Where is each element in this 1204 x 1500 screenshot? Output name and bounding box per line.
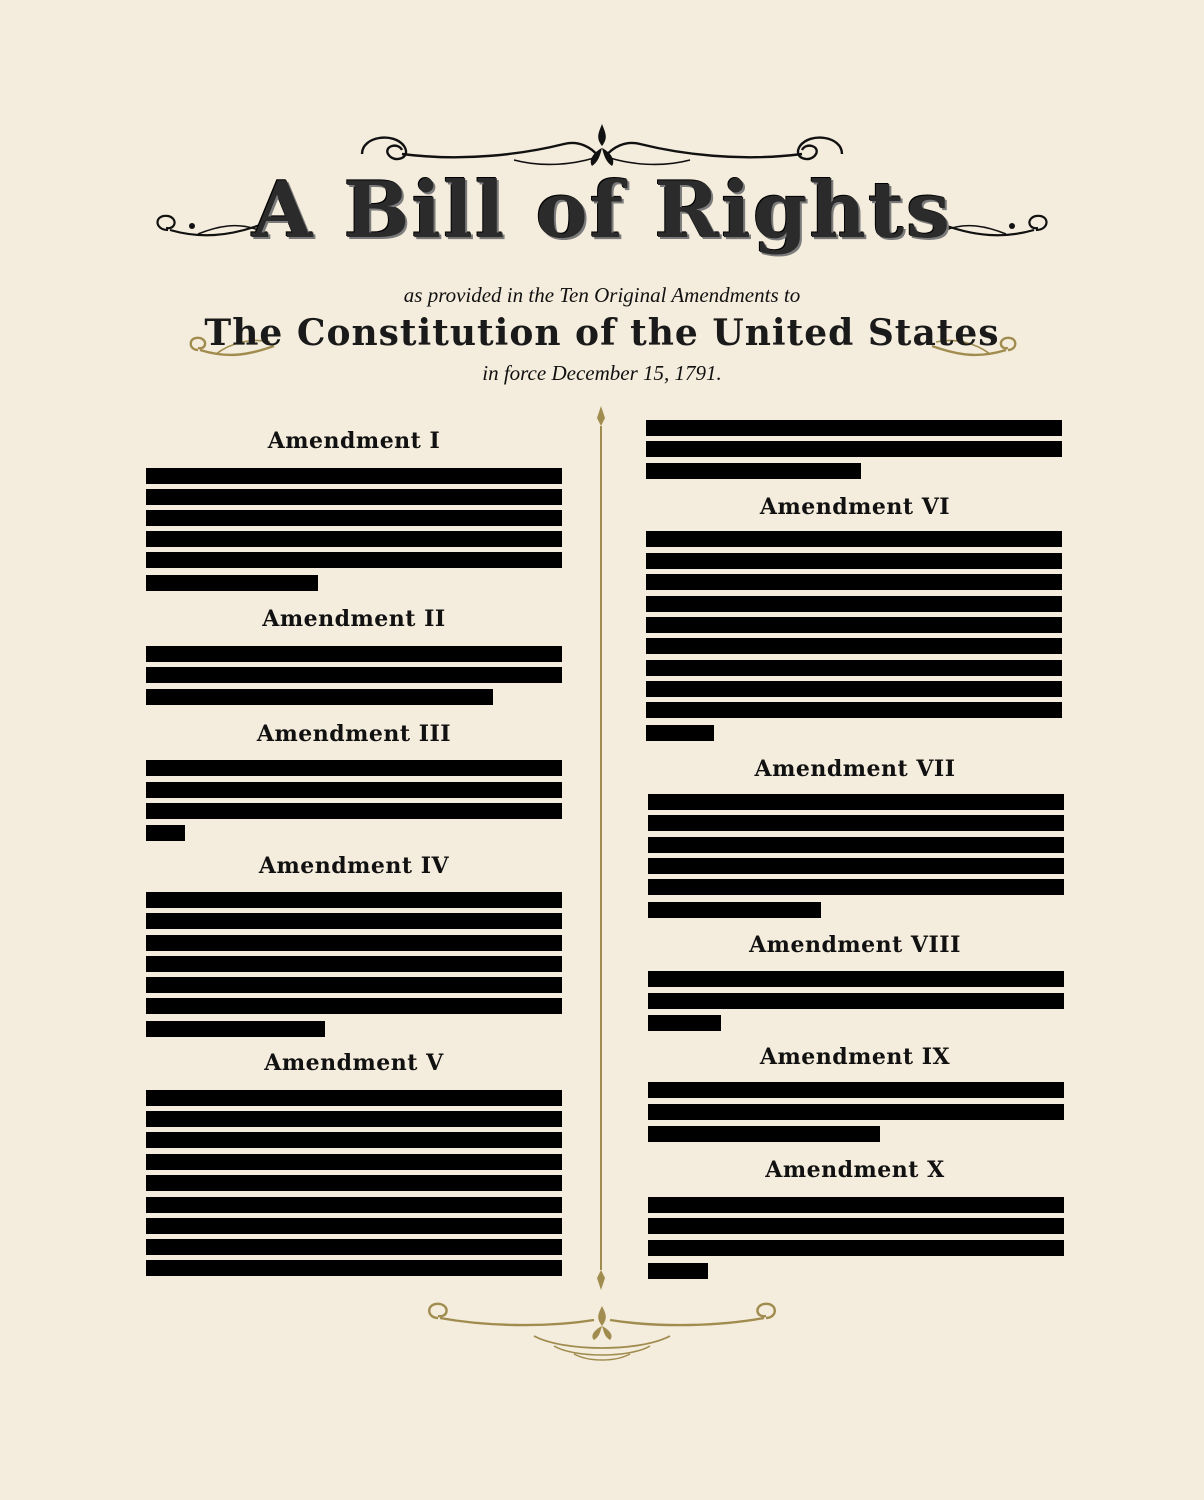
redaction-bar (646, 596, 1062, 612)
subtitle-line-3: in force December 15, 1791. (482, 361, 722, 385)
redaction-bar (648, 858, 1064, 874)
redaction-bar (146, 1175, 562, 1191)
redaction-bar (146, 803, 562, 819)
redaction-bar (146, 956, 562, 972)
redaction-bar (146, 1197, 562, 1213)
column-divider (592, 406, 610, 1290)
redaction-bar (146, 1090, 562, 1106)
redaction-bar (646, 617, 1062, 633)
redaction-bar (146, 977, 562, 993)
redaction-bar (648, 794, 1064, 810)
page-title: A Bill of Rights (251, 165, 953, 256)
redaction-bar (648, 1015, 721, 1031)
amendment-heading: Amendment IX (759, 1044, 951, 1070)
redaction-bar (146, 1154, 562, 1170)
redaction-bar (648, 971, 1064, 987)
redaction-bar (648, 1218, 1064, 1234)
redaction-bar (146, 575, 318, 591)
redaction-bar (146, 825, 185, 841)
redaction-bar (146, 782, 562, 798)
redaction-bar (146, 1132, 562, 1148)
redaction-bar (146, 1021, 325, 1037)
redaction-bar (646, 725, 714, 741)
redaction-bar (146, 892, 562, 908)
redaction-bar (146, 1239, 562, 1255)
redaction-bar (146, 489, 562, 505)
redaction-bar (146, 552, 562, 568)
redaction-bar (646, 681, 1062, 697)
redaction-bar (146, 1260, 562, 1276)
amendment-heading: Amendment III (256, 721, 452, 747)
redaction-bar (146, 510, 562, 526)
redaction-bar (146, 646, 562, 662)
redaction-bar (646, 702, 1062, 718)
redaction-bar (146, 531, 562, 547)
redaction-bar (648, 1082, 1064, 1098)
amendment-heading: Amendment X (765, 1157, 945, 1183)
redaction-bar (146, 1111, 562, 1127)
redaction-bar (648, 1104, 1064, 1120)
redaction-bar (146, 1218, 562, 1234)
redaction-bar (648, 1240, 1064, 1256)
redaction-bar (646, 531, 1062, 547)
redaction-bar (646, 660, 1062, 676)
redaction-bar (146, 760, 562, 776)
redaction-bar (648, 837, 1064, 853)
amendment-heading: Amendment II (262, 606, 446, 632)
redaction-bar (646, 441, 1062, 457)
redaction-bar (146, 667, 562, 683)
subtitle-line-1: as provided in the Ten Original Amendments to (403, 283, 801, 307)
amendment-heading: Amendment VI (759, 494, 951, 520)
amendment-heading: Amendment IV (258, 853, 450, 879)
redaction-bar (646, 463, 861, 479)
amendment-heading: Amendment VII (754, 756, 956, 782)
redaction-bar (648, 902, 821, 918)
redaction-bar (646, 553, 1062, 569)
redaction-bar (648, 879, 1064, 895)
redaction-bar (646, 638, 1062, 654)
redaction-bar (648, 1126, 880, 1142)
amendment-heading: Amendment VIII (749, 932, 961, 958)
redaction-bar (648, 815, 1064, 831)
amendment-heading: Amendment I (267, 428, 441, 454)
redaction-bar (146, 689, 493, 705)
bottom-gold-flourish-ornament (424, 1296, 780, 1368)
redaction-bar (646, 420, 1062, 436)
redaction-bar (146, 935, 562, 951)
redaction-bar (146, 468, 562, 484)
redaction-bar (146, 998, 562, 1014)
amendment-heading: Amendment V (264, 1050, 444, 1076)
redaction-bar (648, 1197, 1064, 1213)
redaction-bar (646, 574, 1062, 590)
redaction-bar (648, 993, 1064, 1009)
redaction-bar (648, 1263, 708, 1279)
redaction-bar (146, 913, 562, 929)
subtitle-line-2: The Constitution of the United States (204, 312, 1000, 354)
